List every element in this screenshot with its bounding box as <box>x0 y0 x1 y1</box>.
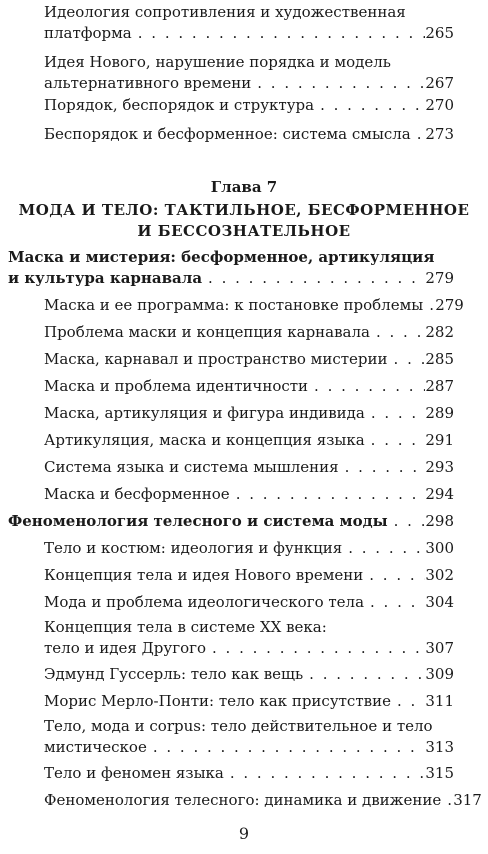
toc-entry-title: Тело и костюм: идеология и функция <box>44 539 343 557</box>
toc-entry-title: Порядок, беспорядок и структура <box>44 96 315 114</box>
toc-entry-line: Идея Нового, нарушение порядка и модель <box>44 53 391 71</box>
toc-entry-title: Морис Мерло-Понти: тело как присутствие <box>44 692 391 710</box>
toc-page-number: 298 <box>425 512 454 530</box>
toc-entry-title: Мода и проблема идеологического тела <box>44 593 365 611</box>
toc-section <box>8 247 454 289</box>
toc-entry-title: Беспорядок и бесформенное: система смысла <box>44 125 411 143</box>
dot-leader <box>132 23 426 44</box>
toc-entry <box>44 349 454 370</box>
toc-entry-title: Маска, карнавал и пространство мистерии <box>44 350 388 368</box>
toc-page-number: 270 <box>425 96 454 114</box>
dot-leader <box>303 664 425 685</box>
dot-leader <box>388 349 426 370</box>
toc-page-number: 265 <box>425 24 454 42</box>
dot-leader <box>314 95 425 116</box>
toc-page-number: 315 <box>425 764 454 782</box>
toc-page-number: 302 <box>425 566 454 584</box>
dot-leader <box>342 538 425 559</box>
toc-page-number: 282 <box>425 323 454 341</box>
toc-entry <box>44 457 454 478</box>
toc-page-number: 279 <box>425 269 454 287</box>
toc-page-number: 291 <box>425 431 454 449</box>
toc-entry-title: альтернативного времени <box>44 74 252 92</box>
toc-page-number: 273 <box>425 125 454 143</box>
toc-entry-line: Тело, мода и corpus: тело действительное и тело <box>44 717 433 735</box>
toc-page-number: 309 <box>425 665 454 683</box>
toc-entry-title: Маска, артикуляция и фигура индивида <box>44 404 365 422</box>
toc-entry <box>44 691 454 712</box>
dot-leader <box>308 376 425 397</box>
toc-entry-title: Тело и феномен языка <box>44 764 224 782</box>
dot-leader <box>388 511 426 532</box>
toc-entry-title: Маска и проблема идентичности <box>44 377 309 395</box>
toc-page-number: 293 <box>425 458 454 476</box>
toc-page-number: 267 <box>425 74 454 92</box>
dot-leader <box>202 268 425 289</box>
dot-leader <box>370 322 425 343</box>
toc-entry <box>44 322 454 343</box>
dot-leader <box>423 295 435 316</box>
chapter-title <box>0 200 488 242</box>
toc-entry <box>44 565 454 586</box>
toc-entry-title: Проблема маски и концепция карнавала <box>44 323 370 341</box>
toc-page-number: 311 <box>425 692 454 710</box>
toc-entry <box>44 124 454 145</box>
toc-entry <box>44 617 454 659</box>
dot-leader <box>441 790 453 811</box>
toc-entry-line: Концепция тела в системе XX века: <box>44 618 327 636</box>
toc-section <box>8 511 454 532</box>
dot-leader <box>365 430 426 451</box>
toc-entry-title: Артикуляция, маска и концепция языка <box>44 431 365 449</box>
toc-page-number: 304 <box>425 593 454 611</box>
toc-page-number: 307 <box>425 639 454 657</box>
toc-entry <box>44 95 454 116</box>
dot-leader <box>411 124 426 145</box>
toc-page-number: 300 <box>425 539 454 557</box>
toc-entry <box>44 52 454 94</box>
toc-entry <box>44 763 454 784</box>
toc-page-number: 317 <box>453 791 482 809</box>
dot-leader <box>391 691 425 712</box>
dot-leader <box>365 403 426 424</box>
toc-entry <box>44 430 454 451</box>
dot-leader <box>339 457 426 478</box>
toc-entry-title: Маска и ее программа: к постановке проблемы <box>44 296 424 314</box>
dot-leader <box>364 592 425 613</box>
toc-entry <box>44 790 482 811</box>
toc-entry-title: Концепция тела и идея Нового времени <box>44 566 364 584</box>
toc-page-number: 313 <box>425 738 454 756</box>
toc-entry <box>44 295 464 316</box>
toc-page-number: 279 <box>435 296 464 314</box>
toc-entry-line: Идеология сопротивления и художественная <box>44 3 406 21</box>
toc-entry-title: тело и идея Другого <box>44 639 207 657</box>
toc-entry-title: Маска и бесформенное <box>44 485 230 503</box>
toc-entry <box>44 716 454 758</box>
toc-entry-title: платформа <box>44 24 132 42</box>
toc-page-number: 289 <box>425 404 454 422</box>
dot-leader <box>230 484 426 505</box>
toc-entry <box>44 592 454 613</box>
toc-entry-title: Феноменология телесного: динамика и движение <box>44 791 442 809</box>
dot-leader <box>224 763 426 784</box>
dot-leader <box>147 737 426 758</box>
toc-page-number: 285 <box>425 350 454 368</box>
chapter-title-line: И БЕССОЗНАТЕЛЬНОЕ <box>137 222 351 240</box>
toc-entry-title: Система языка и система мышления <box>44 458 339 476</box>
toc-section-title: Феноменология телесного и система моды <box>8 512 388 530</box>
toc-page-number: 287 <box>425 377 454 395</box>
toc-entry <box>44 2 454 44</box>
toc-entry <box>44 376 454 397</box>
toc-entry <box>44 664 454 685</box>
toc-section-title: и культура карнавала <box>8 269 203 287</box>
toc-entry-title: мистическое <box>44 738 147 756</box>
chapter-label: Глава 7 <box>210 178 278 196</box>
dot-leader <box>251 73 425 94</box>
toc-entry <box>44 484 454 505</box>
toc-entry <box>44 538 454 559</box>
chapter-title-line: МОДА И ТЕЛО: ТАКТИЛЬНОЕ, БЕСФОРМЕННОЕ <box>18 201 470 219</box>
dot-leader <box>363 565 425 586</box>
toc-page-number: 294 <box>425 485 454 503</box>
toc-entry-title: Эдмунд Гуссерль: тело как вещь <box>44 665 304 683</box>
page-number: 9 <box>238 824 250 843</box>
toc-entry <box>44 403 454 424</box>
toc-section-line: Маска и мистерия: бесформенное, артикуляция <box>8 248 435 266</box>
dot-leader <box>206 638 425 659</box>
